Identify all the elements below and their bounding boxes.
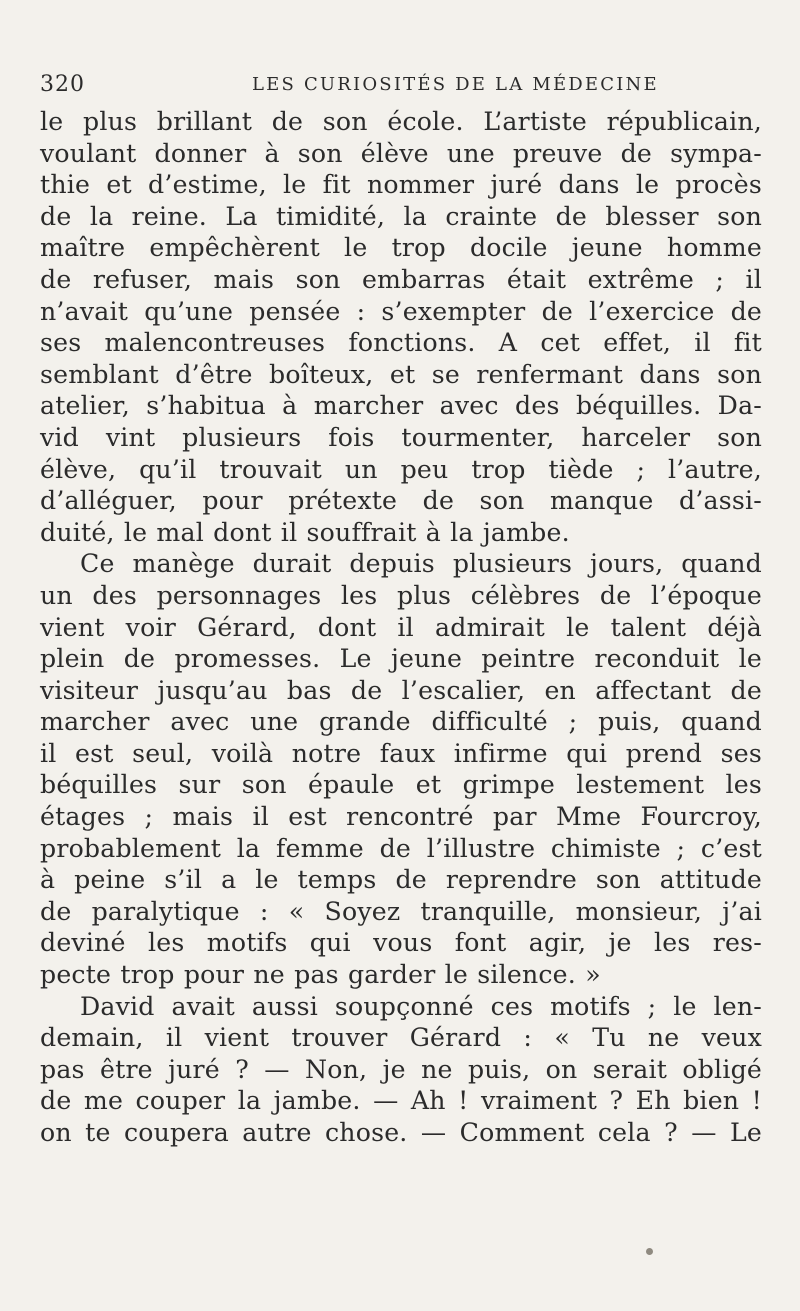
text-line: visiteur jusqu’au bas de l’escalier, en affectant de [40,675,762,705]
text-line: marcher avec une grande difficulté ; puis, quand [40,707,762,737]
page-number: 320 [40,72,85,97]
text-line: maître empêchèrent le trop docile jeune homme [40,233,762,263]
text-line: on te coupera autre chose. — Comment cela ? — Le [40,1118,762,1147]
text-line: il est seul, voilà notre faux infirme qui prend ses [40,738,762,768]
text-line: le plus brillant de son école. L’artiste républicain, [40,107,762,136]
text-line: vient voir Gérard, dont il admirait le talent déjà [40,612,762,642]
text-line: probablement la femme de l’illustre chimiste ; c’est [40,833,762,863]
paragraph-first-line: Ce manège durait depuis plusieurs jours, quand [80,549,762,579]
text-line: thie et d’estime, le fit nommer juré dans le procès [40,170,762,200]
text-line: de me couper la jambe. — Ah ! vraiment ? Eh bien ! [40,1086,762,1116]
text-line: béquilles sur son épaule et grimpe lestement les [40,770,762,800]
paragraph-last-line: pecte trop pour ne pas garder le silence. » [40,960,601,990]
text-line: vid vint plusieurs fois tourmenter, harceler son [40,422,762,452]
text-line: à peine s’il a le temps de reprendre son attitude [40,865,762,895]
text-line: pas être juré ? — Non, je ne puis, on serait obligé [40,1054,762,1084]
text-line: élève, qu’il trouvait un peu trop tiède ; l’autre, [40,454,762,484]
text-line: n’avait qu’une pensée : s’exempter de l’exercice de [40,296,762,326]
paper-speck [646,1248,653,1255]
text-line: de refuser, mais son embarras était extrême ; il [40,264,762,294]
text-line: de paralytique : « Soyez tranquille, monsieur, j’ai [40,896,762,926]
paragraph-first-line: David avait aussi soupçonné ces motifs ; le len- [80,991,762,1021]
text-line: ses malencontreuses fonctions. A cet effet, il fit [40,328,762,358]
text-line: d’alléguer, pour prétexte de son manque d’assi- [40,486,762,516]
text-line: semblant d’être boîteux, et se renfermant dans son [40,359,762,389]
text-line: de la reine. La timidité, la crainte de blesser son [40,201,762,231]
text-line: atelier, s’habitua à marcher avec des béquilles. Da- [40,391,762,421]
text-line: plein de promesses. Le jeune peintre reconduit le [40,644,762,674]
paragraph-last-line: duité, le mal dont il souffrait à la jambe. [40,517,570,547]
text-line: étages ; mais il est rencontré par Mme Fourcroy, [40,802,762,832]
running-title: LES CURIOSITÉS DE LA MÉDECINE [252,74,659,95]
running-head [40,72,745,102]
text-line: demain, il vient trouver Gérard : « Tu ne veux [40,1023,762,1053]
body-text [40,106,762,1149]
text-line: voulant donner à son élève une preuve de sympa- [40,138,762,168]
text-line: deviné les motifs qui vous font agir, je les res- [40,928,762,958]
text-line: un des personnages les plus célèbres de l’époque [40,580,762,610]
